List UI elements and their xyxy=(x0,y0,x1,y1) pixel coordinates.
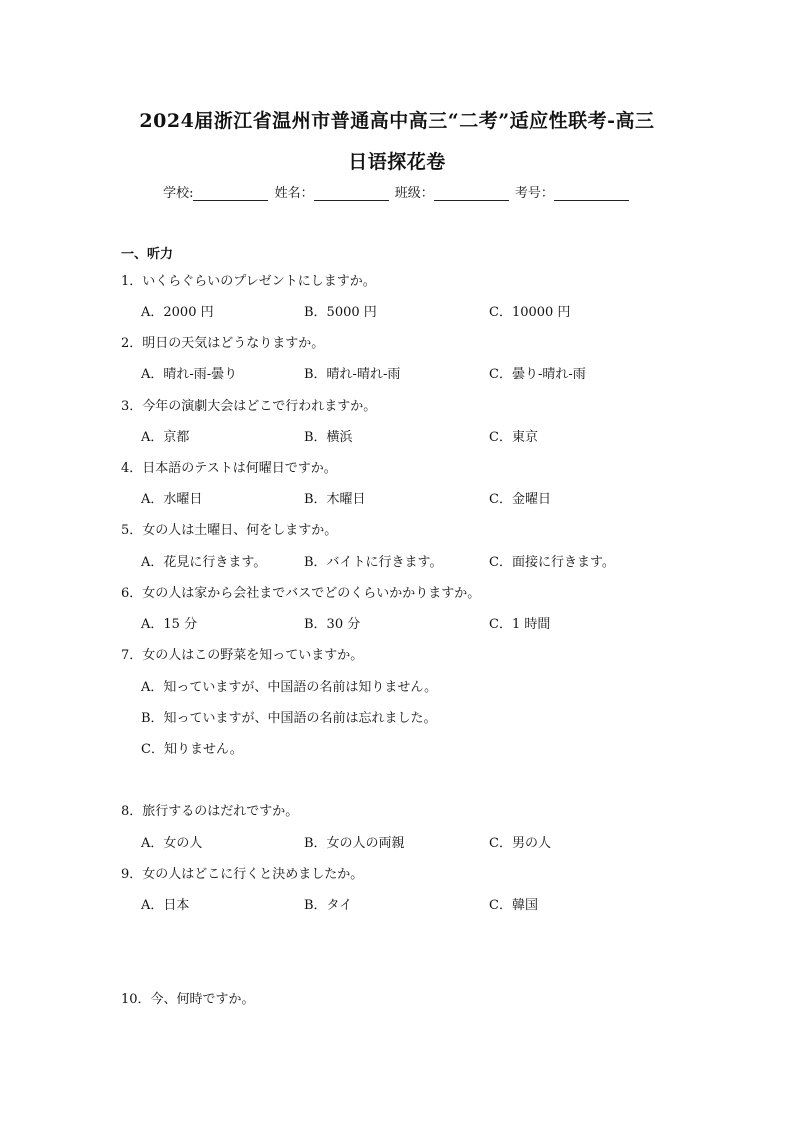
document-title-line2: 日语探花卷 xyxy=(348,151,446,173)
question-1: 1．いくらぐらいのプレゼントにしますか。 xyxy=(121,274,376,289)
q5-option-a: A．花見に行きます。 xyxy=(141,555,267,570)
question-2: 2．明日の天気はどうなりますか。 xyxy=(121,336,325,351)
q1-option-b: B．5000 円 xyxy=(304,305,377,320)
question-3: 3．今年の演劇大会はどこで行われますか。 xyxy=(121,399,377,414)
q2-option-b: B．晴れ-晴れ-雨 xyxy=(304,367,401,382)
name-blank xyxy=(314,186,389,201)
q2-option-a: A．晴れ-雨-曇り xyxy=(141,367,238,382)
q2-option-c: C．曇り-晴れ-雨 xyxy=(489,367,586,382)
class-blank xyxy=(434,186,509,201)
q6-option-a: A．15 分 xyxy=(141,617,198,632)
q3-option-b: B．横浜 xyxy=(304,430,353,445)
q3-option-c: C．東京 xyxy=(489,430,538,445)
q5-option-b: B．バイトに行きます。 xyxy=(304,555,443,570)
q8-option-a: A．女の人 xyxy=(141,836,203,851)
q3-option-a: A．京都 xyxy=(141,430,190,445)
q7-option-c: C．知りません。 xyxy=(141,742,243,757)
class-label: 班级： xyxy=(394,186,434,201)
q7-option-b: B．知っていますが、中国語の名前は忘れました。 xyxy=(141,711,437,726)
q9-option-c: C．韓国 xyxy=(489,898,538,913)
question-4: 4．日本語のテストは何曜日ですか。 xyxy=(121,461,337,476)
q9-option-a: A．日本 xyxy=(141,898,190,913)
question-10: 10．今、何時ですか。 xyxy=(121,992,255,1007)
q6-option-b: B．30 分 xyxy=(304,617,361,632)
question-7: 7．女の人はこの野菜を知っていますか。 xyxy=(121,648,364,663)
q4-option-a: A．水曜日 xyxy=(141,492,203,507)
document-title-line1: 2024届浙江省温州市普通高中高三“二考”适应性联考-高三 xyxy=(139,110,655,132)
q9-option-b: B．タイ xyxy=(304,898,353,913)
school-blank xyxy=(193,186,268,201)
q8-option-c: C．男の人 xyxy=(489,836,551,851)
q1-option-c: C．10000 円 xyxy=(489,305,571,320)
q7-option-a: A．知っていますが、中国語の名前は知りません。 xyxy=(141,680,438,695)
question-5: 5．女の人は土曜日、何をしますか。 xyxy=(121,523,338,538)
question-6: 6．女の人は家から会社までバスでどのくらいかかりますか。 xyxy=(121,586,481,601)
q6-option-c: C．1 時間 xyxy=(489,617,551,632)
q5-option-c: C．面接に行きます。 xyxy=(489,555,615,570)
q4-option-b: B．木曜日 xyxy=(304,492,366,507)
school-label: 学校: xyxy=(163,186,194,201)
name-label: 姓名： xyxy=(274,186,314,201)
section-heading: 一、听力 xyxy=(121,247,174,262)
question-8: 8．旅行するのはだれですか。 xyxy=(121,804,299,819)
q1-option-a: A．2000 円 xyxy=(141,305,214,320)
exam-number-label: 考号： xyxy=(514,186,554,201)
q4-option-c: C．金曜日 xyxy=(489,492,551,507)
question-9: 9．女の人はどこに行くと決めましたか。 xyxy=(121,867,364,882)
q8-option-b: B．女の人の両親 xyxy=(304,836,405,851)
student-info-line xyxy=(0,182,794,201)
exam-number-blank xyxy=(554,186,629,201)
